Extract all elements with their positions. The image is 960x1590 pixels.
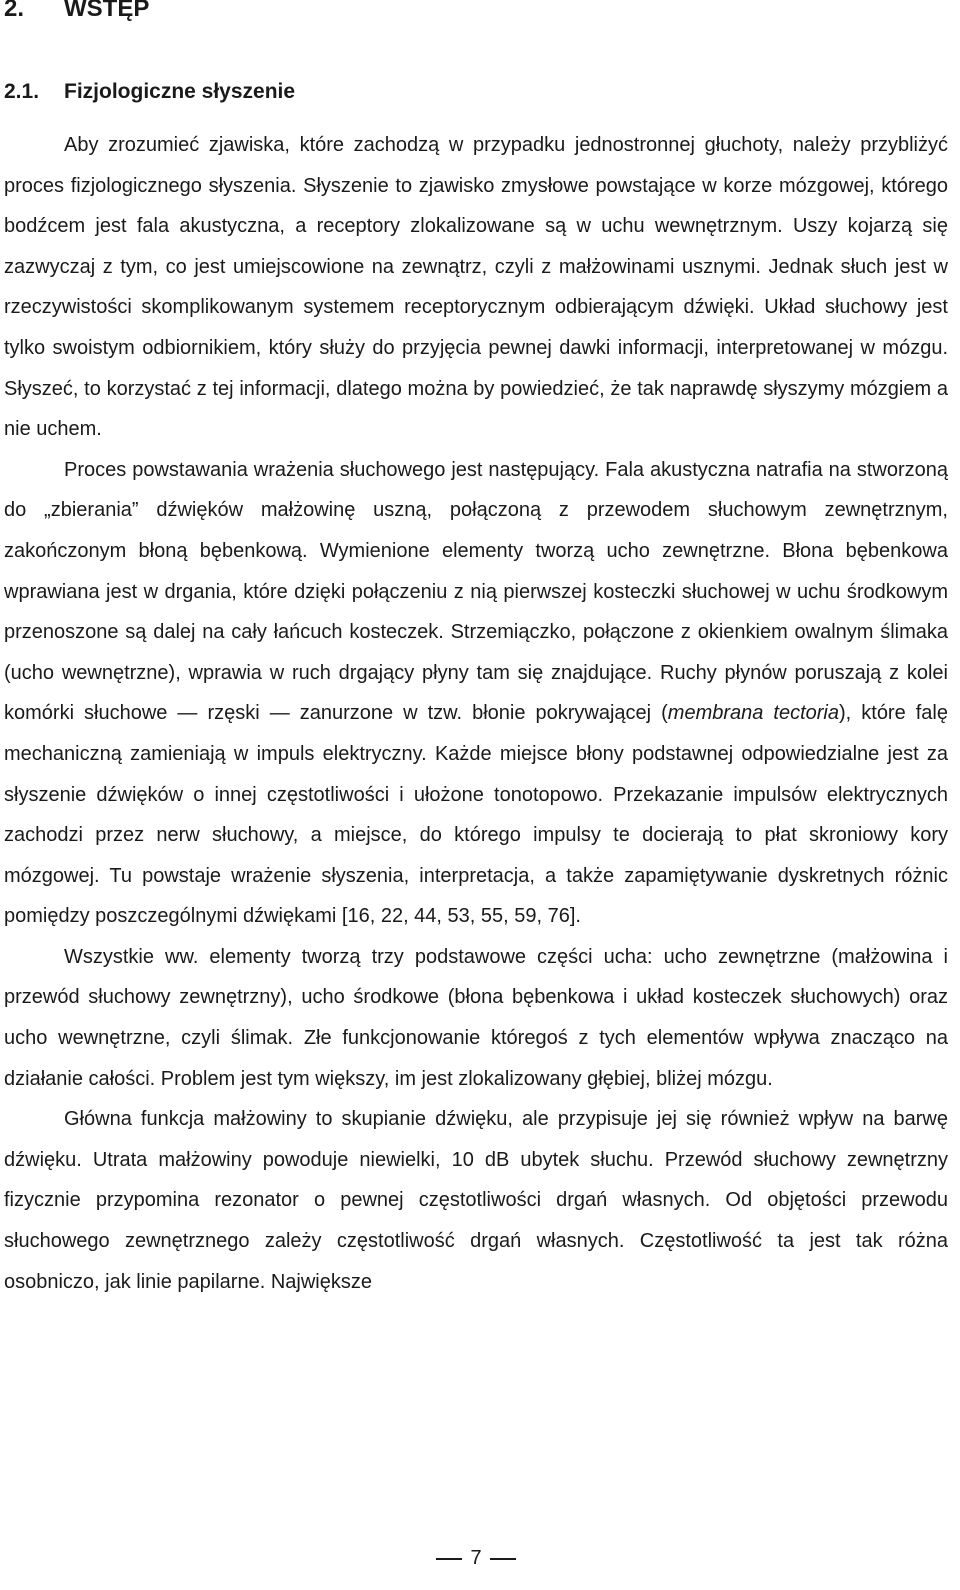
page-footer: [4, 1543, 948, 1573]
paragraph-text: ), które falę mechaniczną zamieniają w impuls elektryczny. Każde miejsce błony podstawnej odpowiedzialne jest za słyszenie dźwięków o innej częstotliwości i ułożone tonotopowo. Przekazanie impulsów elektrycznych zachodzi przez nerw słuchowy, a miejsce, do którego impulsy te docierają to płat skroniowy kory mózgowej. Tu powstaje wrażenie słyszenia, interpretacja, a także zapamiętywanie dyskretnych różnic pomiędzy poszczególnymi dźwiękami [16, 22, 44, 53, 55, 59, 76].: [4, 702, 948, 928]
section-number: 2.1.: [4, 80, 40, 103]
chapter-heading: [4, 0, 149, 24]
paragraph: Główna funkcja małżowiny to skupianie dźwięku, ale przypisuje jej się również wpływ na barwę dźwięku. Utrata małżowiny powoduje niewielki, 10 dB ubytek słuchu. Przewód słuchowy zewnętrzny fizycznie przypomina rezonator o pewnej częstotliwości drgań własnych. Od objętości przewodu słuchowego zewnętrznego zależy częstotliwość drgań własnych. Częstotliwość ta jest tak różna osobniczo, jak linie papilarne. Największe: [4, 1108, 948, 1293]
chapter-number: 2.: [4, 0, 25, 22]
section-heading: [4, 78, 295, 106]
latin-term: membrana tectoria: [667, 702, 840, 725]
paragraph: [4, 450, 948, 937]
footer-dash: [436, 1558, 462, 1560]
footer-dash: [490, 1558, 516, 1560]
section-title: Fizjologiczne słyszenie: [64, 80, 296, 103]
body-text: [4, 125, 948, 1302]
paragraph: Aby zrozumieć zjawiska, które zachodzą w przypadku jednostronnej głuchoty, należy przybliżyć proces fizjologicznego słyszenia. Słyszenie to zjawisko zmysłowe powstające w korze mózgowej, którego bodźcem jest fala akustyczna, a receptory zlokalizowane są w uchu wewnętrznym. Uszy kojarzą się zazwyczaj z tym, co jest umiejscowione na zewnątrz, czyli z małżowinami usznymi. Jednak słuch jest w rzeczywistości skomplikowanym systemem receptorycznym odbierającym dźwięki. Układ słuchowy jest tylko swoistym odbiornikiem, który służy do przyjęcia pewnej dawki informacji, interpretowanej w mózgu. Słyszeć, to korzystać z tej informacji, dlatego można by powiedzieć, że tak naprawdę słyszymy mózgiem a nie uchem.: [4, 134, 948, 441]
chapter-title: WSTĘP: [64, 0, 150, 22]
page-number: 7: [470, 1547, 482, 1569]
paragraph: Wszystkie ww. elementy tworzą trzy podstawowe części ucha: ucho zewnętrzne (małżowina i przewód słuchowy zewnętrzny), ucho środkowe (błona bębenkowa i układ kosteczek słuchowych) oraz ucho wewnętrzne, czyli ślimak. Złe funkcjonowanie któregoś z tych elementów wpływa znacząco na działanie całości. Problem jest tym większy, im jest zlokalizowany głębiej, bliżej mózgu.: [4, 945, 948, 1090]
paragraph-text: Proces powstawania wrażenia słuchowego jest następujący. Fala akustyczna natrafia na stworzoną do „zbierania” dźwięków małżowinę uszną, połączoną z przewodem słuchowym zewnętrznym, zakończonym błoną bębenkową. Wymienione elementy tworzą ucho zewnętrzne. Błona bębenkowa wprawiana jest w drgania, które dzięki połączeniu z nią pierwszej kosteczki słuchowej w uchu środkowym przenoszone są dalej na cały łańcuch kosteczek. Strzemiączko, połączone z okienkiem owalnym ślimaka (ucho wewnętrzne), wprawia w ruch drgający płyny tam się znajdujące. Ruchy płynów poruszają z kolei komórki słuchowe — rzęski — zanurzone w tzw. błonie pokrywającej (: [4, 458, 948, 725]
